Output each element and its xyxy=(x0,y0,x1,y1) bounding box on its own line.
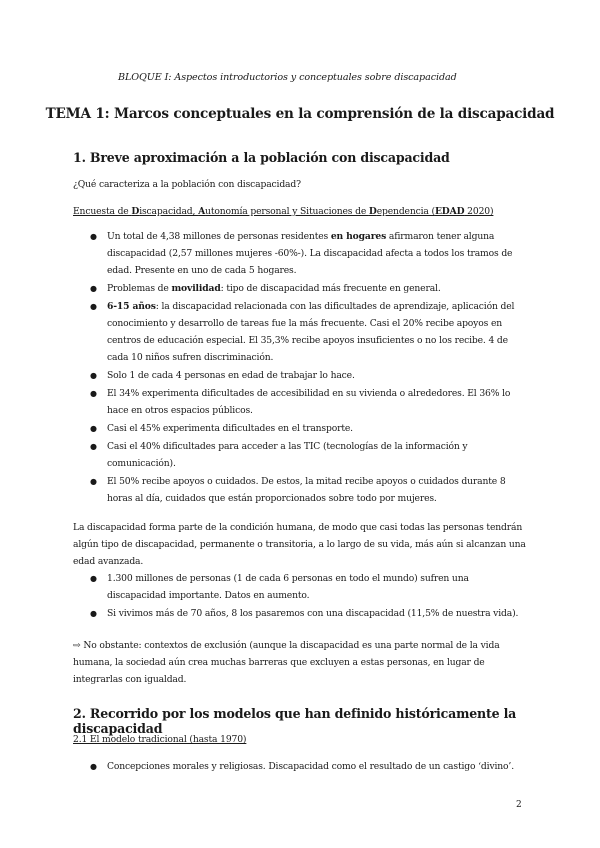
bullet-text: : tipo de discapacidad más frecuente en general. xyxy=(220,283,441,294)
global-bullet-list xyxy=(73,570,528,622)
bullet-icon: ● xyxy=(90,302,97,311)
bullet-bold: 6-15 años xyxy=(107,301,156,312)
condition-paragraph: La discapacidad forma parte de la condición humana, de modo que casi todas las personas tendrán algún tipo de discapacidad, permanente o transitoria, a lo largo de su vida, más aún si alcanzan una edad avanzada. xyxy=(73,522,526,567)
list-item xyxy=(73,298,528,366)
bullet-icon: ● xyxy=(90,442,97,451)
bullet-icon: ● xyxy=(90,609,97,618)
list-item xyxy=(73,228,528,279)
subsection-2-1-heading: 2.1 El modelo tradicional (hasta 1970) xyxy=(73,734,247,745)
section-2-heading: 2. Recorrido por los modelos que han definido históricamente la discapacidad xyxy=(73,706,517,736)
traditional-model-list xyxy=(73,758,528,775)
survey-initial-d: D xyxy=(131,206,140,217)
bullet-bold: movilidad xyxy=(171,283,221,294)
bullet-text: Si vivimos más de 70 años, 8 los pasaremos con una discapacidad (11,5% de nuestra vida). xyxy=(107,608,519,619)
survey-acronym: EDAD xyxy=(434,206,465,217)
bullet-text: 1.300 millones de personas (1 de cada 6 personas en todo el mundo) sufren una discapacidad importante. Datos en aumento. xyxy=(107,573,469,601)
survey-bullet-list xyxy=(73,228,528,507)
list-item xyxy=(73,758,528,775)
bullet-icon: ● xyxy=(90,284,97,293)
bullet-text: Concepciones morales y religiosas. Discapacidad como el resultado de un castigo ‘divino’. xyxy=(107,761,514,772)
page-title: TEMA 1: Marcos conceptuales en la comprensión de la discapacidad xyxy=(45,106,555,122)
survey-text-4: ependencia ( xyxy=(376,206,435,217)
bullet-text: : la discapacidad relacionada con las dificultades de aprendizaje, aplicación del conocimiento y desarrollo de tareas fue la más frecuente. Casi el 20% recibe apoyos en centros de educación especial. El 35,3% recibe apoyos insuficientes o no los recibe. 4 de cada 10 niños sufren discriminación. xyxy=(107,301,515,363)
list-item xyxy=(73,438,528,472)
running-header: BLOQUE I: Aspectos introductorios y conceptuales sobre discapacidad xyxy=(118,72,457,83)
exclusion-note: ⇨ No obstante: contextos de exclusión (aunque la discapacidad es una parte normal de la vida humana, la sociedad aún crea muchas barreras que excluyen a estas personas, en lugar de integrarlas con igualdad. xyxy=(73,640,500,685)
bullet-bold: en hogares xyxy=(330,231,387,242)
bullet-icon: ● xyxy=(90,371,97,380)
bullet-icon: ● xyxy=(90,762,97,771)
bullet-text: El 50% recibe apoyos o cuidados. De estos, la mitad recibe apoyos o cuidados durante 8 horas al día, cuidados que están proporcionados sobre todo por mujeres. xyxy=(107,476,506,504)
page-number: 2 xyxy=(516,800,522,810)
list-item xyxy=(73,420,528,437)
bullet-text: Problemas de xyxy=(107,283,172,294)
survey-text-3: utonomía personal y Situaciones de xyxy=(205,206,369,217)
survey-text-1: Encuesta de xyxy=(73,206,132,217)
list-item xyxy=(73,385,528,419)
bullet-text: Casi el 45% experimenta dificultades en el transporte. xyxy=(107,423,353,434)
list-item xyxy=(73,367,528,384)
list-item xyxy=(73,605,528,622)
section-1-question: ¿Qué caracteriza a la población con discapacidad? xyxy=(73,179,301,190)
bullet-text: Solo 1 de cada 4 personas en edad de trabajar lo hace. xyxy=(107,370,355,381)
bullet-text: afirmaron tener alguna discapacidad (2,57 millones mujeres -60%-). La discapacidad afecta a todos los tramos de edad. Presente en uno de cada 5 hogares. xyxy=(107,231,513,276)
bullet-icon: ● xyxy=(90,424,97,433)
bullet-icon: ● xyxy=(90,232,97,241)
bullet-text: Casi el 40% dificultades para acceder a las TIC (tecnologías de la información y comunicación). xyxy=(107,441,468,469)
survey-text-2: iscapacidad, xyxy=(139,206,199,217)
survey-text-5: 2020) xyxy=(464,206,494,217)
survey-initial-d2: D xyxy=(368,206,377,217)
bullet-text: El 34% experimenta dificultades de accesibilidad en su vivienda o alrededores. El 36% lo hace en otros espacios públicos. xyxy=(107,388,511,416)
list-item xyxy=(73,473,528,507)
list-item xyxy=(73,570,528,604)
bullet-icon: ● xyxy=(90,389,97,398)
section-1-heading: 1. Breve aproximación a la población con discapacidad xyxy=(73,150,450,165)
survey-title xyxy=(73,203,528,220)
survey-initial-a: A xyxy=(198,206,206,217)
bullet-icon: ● xyxy=(90,477,97,486)
bullet-text: Un total de 4,38 millones de personas residentes xyxy=(107,231,331,242)
list-item xyxy=(73,280,528,297)
bullet-icon: ● xyxy=(90,574,97,583)
